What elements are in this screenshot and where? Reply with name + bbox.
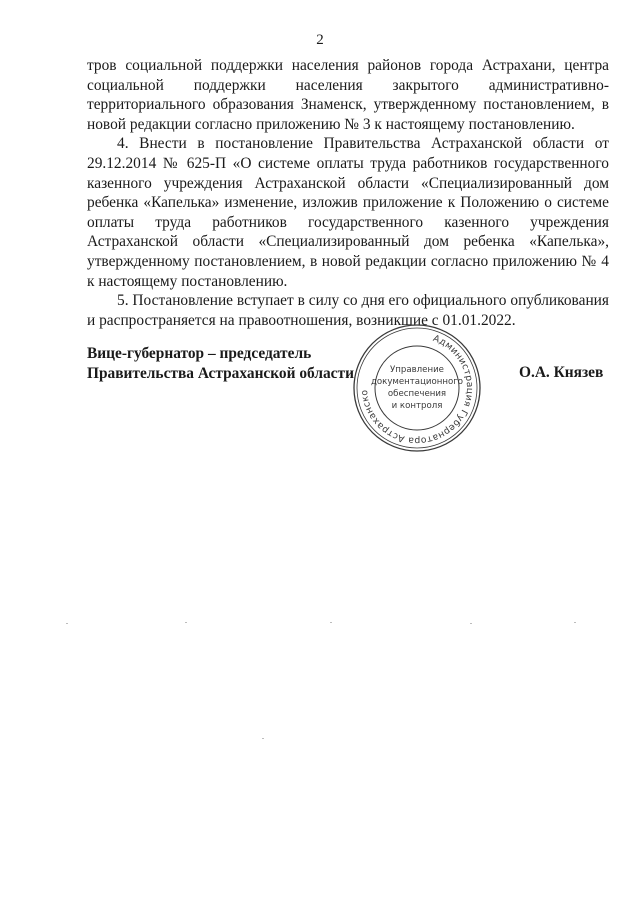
stamp-inner-line-1: Управление [390, 365, 444, 375]
official-stamp [352, 323, 482, 453]
scan-speck [574, 622, 576, 623]
paragraph-item-4: 4. Внести в постановление Правительства Астраханской области от 29.12.2014 № 625-П «О системе оплаты труда работников государственного казенного учреждения Астраханской области «Специализированный дом ребенка «Капелька» изменение, изложив приложение к Положению о системе оплаты труда работников государственного казенного учреждения Астраханской области «Специализированный дом ребенка «Капелька», утвержденному постановлением, в новой редакции согласно приложению № 4 к настоящему постановлению. [87, 135, 609, 290]
signatory-title-line-2: Правительства Астраханской области [87, 364, 354, 382]
signatory-title [87, 344, 354, 383]
scan-speck [66, 623, 68, 624]
page-number: 2 [316, 32, 324, 48]
scan-speck [330, 622, 332, 623]
stamp-outer-ring [354, 325, 480, 451]
paragraph-continuation: тров социальной поддержки населения районов города Астрахани, центра социальной поддержки населения закрытого административно-территориального образования Знаменск, утвержденному постановлением, в новой редакции согласно приложению № 3 к настоящему постановлению. [87, 57, 609, 133]
scan-speck [262, 738, 264, 739]
stamp-inner-line-3: обеспечения [387, 389, 447, 399]
signatory-name: О.А. Князев [519, 364, 604, 381]
stamp-inner-line-2: документационного [370, 377, 464, 387]
stamp-inner-line-4: и контроля [391, 401, 443, 411]
signatory-title-line-1: Вице-губернатор – председатель [87, 345, 312, 362]
scan-speck [470, 623, 472, 624]
stamp-ring-text: Администрация Губернатора Астраханско [358, 332, 476, 447]
stamp-inner-ring [375, 346, 459, 430]
paragraph-item-5: 5. Постановление вступает в силу со дня его официального опубликования и распространяется на правоотношения, возникшие с 01.01.2022. [87, 292, 609, 329]
scan-speck [185, 622, 187, 623]
document-body [87, 56, 609, 330]
